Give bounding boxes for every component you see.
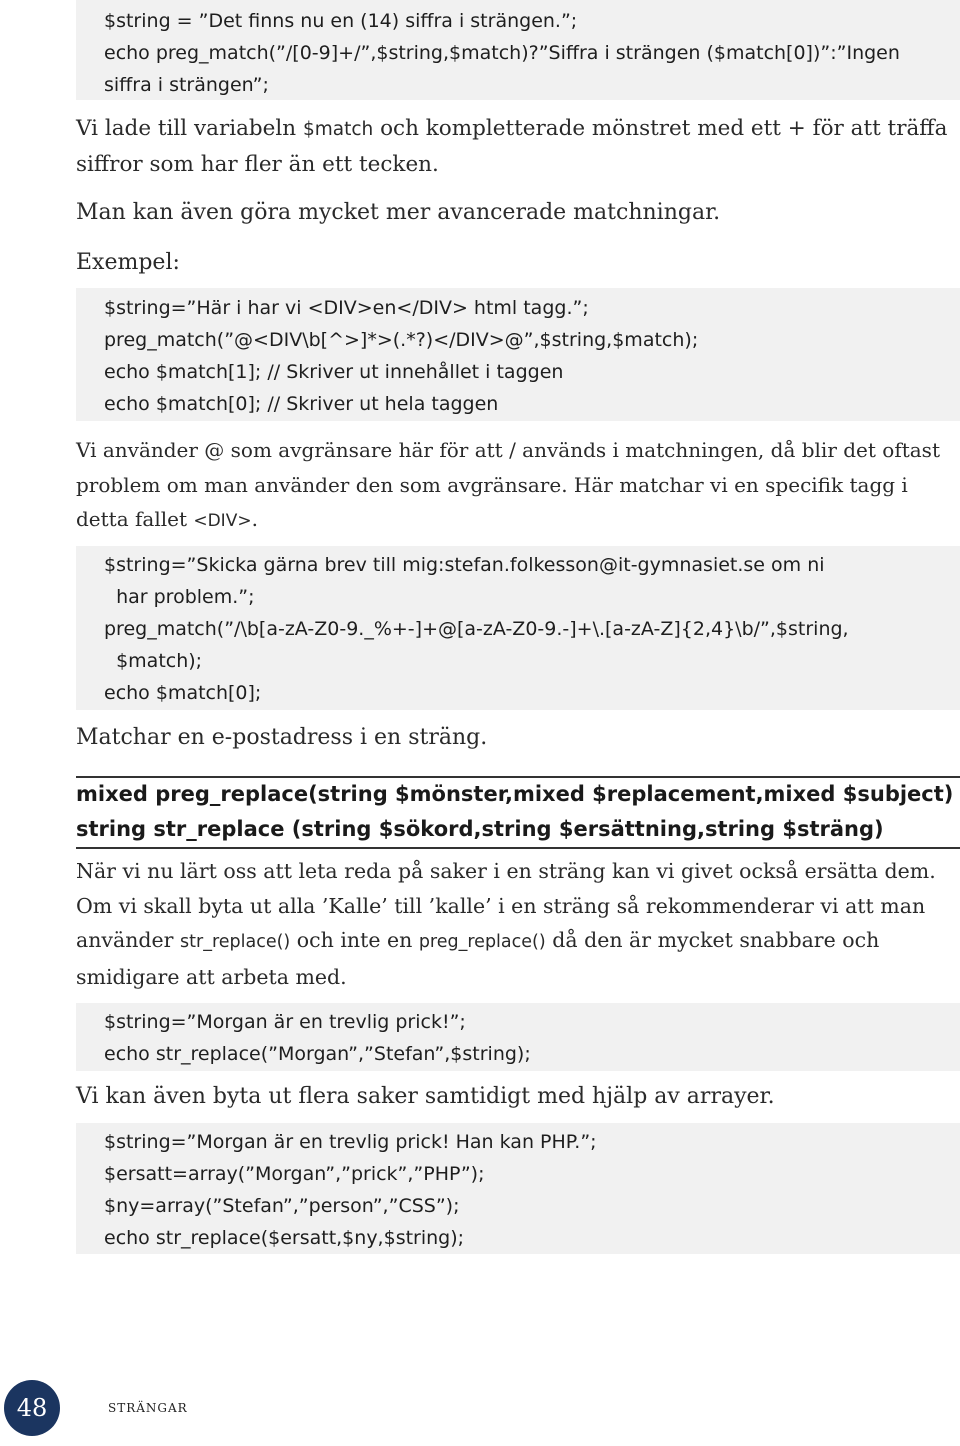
code-line: $match); [104,650,203,672]
code-line: $ny=array(”Stefan”,”person”,”CSS”); [104,1195,460,1217]
code-line: preg_match(”/\b[a-zA-Z0-9._%+-]+@[a-zA-Z0-9.-]+\.[a-zA-Z]{2,4}\b/”,$string, [104,618,849,640]
code-line: echo $match[1]; // Skriver ut innehållet i taggen [104,361,564,383]
code-line: $string=”Morgan är en trevlig prick!”; [104,1011,466,1033]
function-signature-preg-replace: mixed preg_replace(string $mönster,mixed $replacement,mixed $subject) [76,782,954,806]
code-line: echo str_replace($ersatt,$ny,$string); [104,1227,465,1249]
text-run: då den är mycket snabbare och [545,928,880,952]
text-run: och kompletterade mönstret med ett + för att träffa [373,116,948,141]
inline-code: preg_replace() [418,932,546,952]
code-line: $string=”Morgan är en trevlig prick! Han kan PHP.”; [104,1131,597,1153]
code-block-str-replace-arrays [76,1123,960,1254]
code-line: echo $match[0]; // Skriver ut hela taggen [104,393,499,415]
text-line: Vi använder @ som avgränsare här för att / används i matchningen, då blir det oftast [76,438,940,462]
text-line: Om vi skall byta ut alla ’Kalle’ till ’kalle’ i en sträng så rekommenderar vi att man [76,893,926,918]
code-line: $string=”Här i har vi <DIV>en</DIV> html tagg.”; [104,297,589,319]
paragraph-match-variable [76,112,956,182]
code-line: echo str_replace(”Morgan”,”Stefan”,$string); [104,1043,531,1065]
text-line: När vi nu lärt oss att leta reda på saker i en sträng kan vi givet också ersätta dem. [76,859,936,883]
inline-code: str_replace() [180,932,291,952]
code-block-email-match [76,546,960,710]
paragraph-example-label: Exempel: [76,250,180,275]
code-line: har problem.”; [104,586,255,608]
text-line: smidigare att arbeta med. [76,964,347,989]
code-line: $string = ”Det finns nu en (14) siffra i strängen.”; [104,10,578,32]
code-block-div-match [76,288,960,421]
code-line: preg_match(”@<DIV\b[^>]*>(.*?)</DIV>@”,$string,$match); [104,329,699,351]
code-line: echo $match[0]; [104,682,262,704]
divider-bottom [76,847,960,849]
divider-top [76,776,960,778]
paragraph-delimiter-explanation [76,433,956,539]
inline-code: <DIV> [193,511,252,531]
paragraph-email-match: Matchar en e-postadress i en sträng. [76,725,488,750]
code-line: $ersatt=array(”Morgan”,”prick”,”PHP”); [104,1163,485,1185]
text-run: och inte en [290,928,419,952]
inline-code: $match [302,119,374,140]
text-run: . [251,507,258,531]
text-run: Vi lade till variabeln [76,116,303,141]
paragraph-advanced-matching: Man kan även göra mycket mer avancerade matchningar. [76,200,721,225]
code-line: echo preg_match(”/[0-9]+/”,$string,$match)?”Siffra i strängen ($match[0])”:”Ingen [104,42,900,64]
paragraph-arrays: Vi kan även byta ut flera saker samtidigt med hjälp av arrayer. [76,1084,775,1109]
page-number-badge: 48 [4,1380,60,1436]
code-line: $string=”Skicka gärna brev till mig:stefan.folkesson@it-gymnasiet.se om ni [104,554,825,576]
text-run: använder [76,928,181,952]
code-line: siffra i strängen”; [104,74,269,96]
running-footer-section: strängar [108,1397,188,1417]
function-signature-str-replace: string str_replace (string $sökord,string $ersättning,string $sträng) [76,817,884,841]
text-line: problem om man använder den som avgränsare. Här matchar vi en specifik tagg i [76,472,908,497]
text-run: detta fallet [76,507,194,531]
code-block-preg-match-digits [76,0,960,100]
code-block-str-replace [76,1003,960,1071]
paragraph-replace-intro [76,854,956,994]
text-line: siffror som har fler än ett tecken. [76,151,439,177]
